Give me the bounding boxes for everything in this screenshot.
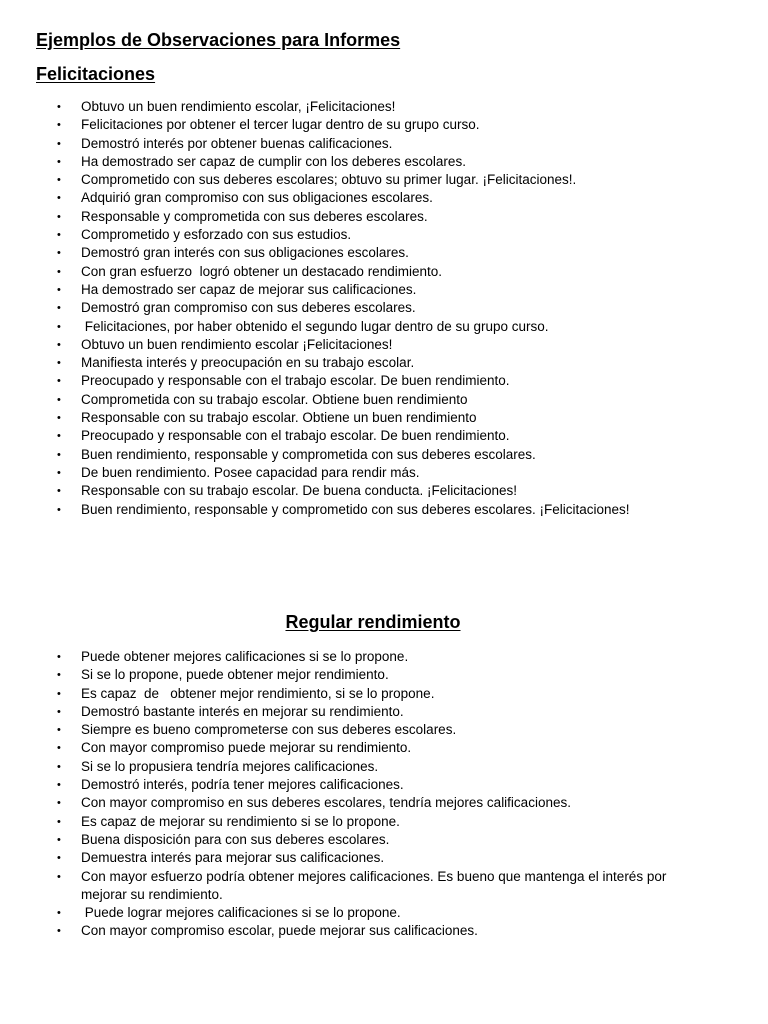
- list-item: [0, 831, 740, 849]
- bullet-icon: •: [57, 192, 61, 205]
- list-item: [0, 849, 740, 867]
- list-item-text: Preocupado y responsable con el trabajo escolar. De buen rendimiento.: [81, 428, 510, 444]
- list-item-text: Comprometido y esforzado con sus estudios.: [81, 227, 352, 243]
- list-item-text: Buen rendimiento, responsable y comprometido con sus deberes escolares. ¡Felicitaciones!: [81, 501, 630, 517]
- bullet-icon: •: [57, 907, 61, 920]
- bullet-icon: •: [57, 870, 61, 883]
- list-item: [0, 482, 740, 500]
- list-item: [0, 281, 740, 299]
- list-item-text: Preocupado y responsable con el trabajo escolar. De buen rendimiento.: [81, 373, 510, 389]
- list-item: [0, 813, 740, 831]
- list-item: [0, 336, 740, 354]
- list-item-text: Puede lograr mejores calificaciones si se lo propone.: [81, 905, 401, 921]
- list-item-text: Adquirió gran compromiso con sus obligaciones escolares.: [81, 190, 433, 206]
- document-title: Ejemplos de Observaciones para Informes: [36, 30, 401, 50]
- list-item-text: Puede obtener mejores calificaciones si se lo propone.: [81, 649, 409, 664]
- list-item: [0, 372, 740, 390]
- list-item-text: Ha demostrado ser capaz de cumplir con los deberes escolares.: [81, 153, 466, 169]
- bullet-icon: •: [57, 119, 61, 132]
- bullet-icon: •: [57, 174, 61, 187]
- list-item-text: Buena disposición para con sus deberes escolares.: [81, 831, 390, 847]
- list-item: [0, 666, 740, 684]
- bullet-icon: •: [57, 210, 61, 223]
- list-item-text: Demostró gran interés con sus obligaciones escolares.: [81, 245, 409, 261]
- list-item-text: Ha demostrado ser capaz de mejorar sus calificaciones.: [81, 281, 417, 297]
- bullet-icon: •: [57, 101, 61, 113]
- list-item-text: Con mayor compromiso escolar, puede mejorar sus calificaciones.: [81, 923, 478, 939]
- bullet-icon: •: [57, 155, 61, 168]
- bullet-icon: •: [57, 137, 61, 150]
- list-item-text: Obtuvo un buen rendimiento escolar, ¡Felicitaciones!: [81, 99, 396, 114]
- list-item-text: Con gran esfuerzo logró obtener un destacado rendimiento.: [81, 263, 442, 279]
- list-item-text: Comprometido con sus deberes escolares; obtuvo su primer lugar. ¡Felicitaciones!.: [81, 172, 577, 188]
- bullet-icon: •: [57, 338, 61, 351]
- list-item-text: Es capaz de obtener mejor rendimiento, si se lo propone.: [81, 685, 435, 701]
- bullet-icon: •: [57, 412, 61, 425]
- bullet-icon: •: [57, 815, 61, 828]
- bullet-icon: •: [57, 357, 61, 370]
- list-item: [0, 98, 740, 116]
- list-item-text: Felicitaciones, por haber obtenido el segundo lugar dentro de su grupo curso.: [81, 318, 549, 334]
- list-item-text: Con mayor esfuerzo podría obtener mejores calificaciones. Es bueno que mantenga el interés por mejorar su rendimiento.: [81, 868, 671, 902]
- list-item: [0, 904, 740, 922]
- list-item-text: Si se lo propone, puede obtener mejor rendimiento.: [81, 667, 389, 683]
- list-item: [0, 299, 740, 317]
- list-item-text: Siempre es bueno comprometerse con sus deberes escolares.: [81, 722, 457, 738]
- list-item: [0, 391, 740, 409]
- bullet-icon: •: [57, 283, 61, 296]
- bullet-icon: •: [57, 448, 61, 461]
- list-item-text: Obtuvo un buen rendimiento escolar ¡Felicitaciones!: [81, 336, 393, 352]
- section-heading-regular-rendimiento: Regular rendimiento: [285, 612, 461, 632]
- list-item: [0, 171, 740, 189]
- list-item: [0, 446, 740, 464]
- list-item: [0, 189, 740, 207]
- bullet-icon: •: [57, 265, 61, 278]
- bullet-icon: •: [57, 925, 61, 938]
- list-item: [0, 226, 740, 244]
- list-item: [0, 685, 740, 703]
- bullet-icon: •: [57, 760, 61, 773]
- bullet-icon: •: [57, 779, 61, 792]
- list-item: [0, 922, 740, 940]
- bullet-icon: •: [57, 687, 61, 700]
- bullet-icon: •: [57, 833, 61, 846]
- bullet-icon: •: [57, 247, 61, 260]
- bullet-icon: •: [57, 375, 61, 388]
- list-item: [0, 721, 740, 739]
- list-item: [0, 263, 740, 281]
- bullet-icon: •: [57, 485, 61, 498]
- bullet-icon: •: [57, 852, 61, 865]
- list-item: [0, 427, 740, 445]
- list-item: [0, 354, 740, 372]
- list-item-text: Manifiesta interés y preocupación en su trabajo escolar.: [81, 355, 415, 371]
- list-item-text: Buen rendimiento, responsable y comprometida con sus deberes escolares.: [81, 446, 536, 462]
- list-item: [0, 739, 740, 757]
- bullet-list-felicitaciones: [0, 98, 740, 519]
- list-item-text: Si se lo propusiera tendría mejores calificaciones.: [81, 758, 379, 774]
- list-item: [0, 208, 740, 226]
- list-item: [0, 135, 740, 153]
- list-item: [0, 868, 740, 905]
- bullet-list-regular-rendimiento: [0, 648, 740, 941]
- list-item: [0, 758, 740, 776]
- list-item: [0, 318, 740, 336]
- list-item-text: Demuestra interés para mejorar sus calificaciones.: [81, 850, 385, 866]
- bullet-icon: •: [57, 742, 61, 755]
- list-item: [0, 648, 740, 666]
- bullet-icon: •: [57, 705, 61, 718]
- list-item-text: Responsable y comprometida con sus deberes escolares.: [81, 208, 428, 224]
- list-item: [0, 116, 740, 134]
- list-item-text: Comprometida con su trabajo escolar. Obtiene buen rendimiento: [81, 391, 468, 407]
- bullet-icon: •: [57, 797, 61, 810]
- bullet-icon: •: [57, 229, 61, 242]
- list-item: [0, 153, 740, 171]
- list-item: [0, 776, 740, 794]
- list-item-text: Responsable con su trabajo escolar. De buena conducta. ¡Felicitaciones!: [81, 483, 518, 499]
- list-item: [0, 501, 740, 519]
- list-item: [0, 703, 740, 721]
- list-item: [0, 409, 740, 427]
- bullet-icon: •: [57, 669, 61, 682]
- list-item-text: Demostró gran compromiso con sus deberes escolares.: [81, 300, 416, 316]
- list-item: [0, 464, 740, 482]
- bullet-icon: •: [57, 651, 61, 663]
- bullet-icon: •: [57, 393, 61, 406]
- list-item: [0, 794, 740, 812]
- list-item-text: Felicitaciones por obtener el tercer lugar dentro de su grupo curso.: [81, 117, 480, 133]
- bullet-icon: •: [57, 302, 61, 315]
- bullet-icon: •: [57, 430, 61, 443]
- bullet-icon: •: [57, 320, 61, 333]
- list-item-text: Con mayor compromiso puede mejorar su rendimiento.: [81, 740, 412, 756]
- list-item: [0, 244, 740, 262]
- list-item-text: Responsable con su trabajo escolar. Obtiene un buen rendimiento: [81, 410, 477, 426]
- bullet-icon: •: [57, 466, 61, 479]
- section-heading-felicitaciones: Felicitaciones: [36, 64, 156, 84]
- list-item-text: Con mayor compromiso en sus deberes escolares, tendría mejores calificaciones.: [81, 795, 571, 811]
- list-item-text: Demostró interés por obtener buenas calificaciones.: [81, 135, 393, 151]
- list-item-text: De buen rendimiento. Posee capacidad para rendir más.: [81, 464, 420, 480]
- bullet-icon: •: [57, 724, 61, 737]
- list-item-text: Demostró bastante interés en mejorar su rendimiento.: [81, 703, 404, 719]
- list-item-text: Es capaz de mejorar su rendimiento si se lo propone.: [81, 813, 400, 829]
- bullet-icon: •: [57, 503, 61, 516]
- list-item-text: Demostró interés, podría tener mejores calificaciones.: [81, 777, 404, 793]
